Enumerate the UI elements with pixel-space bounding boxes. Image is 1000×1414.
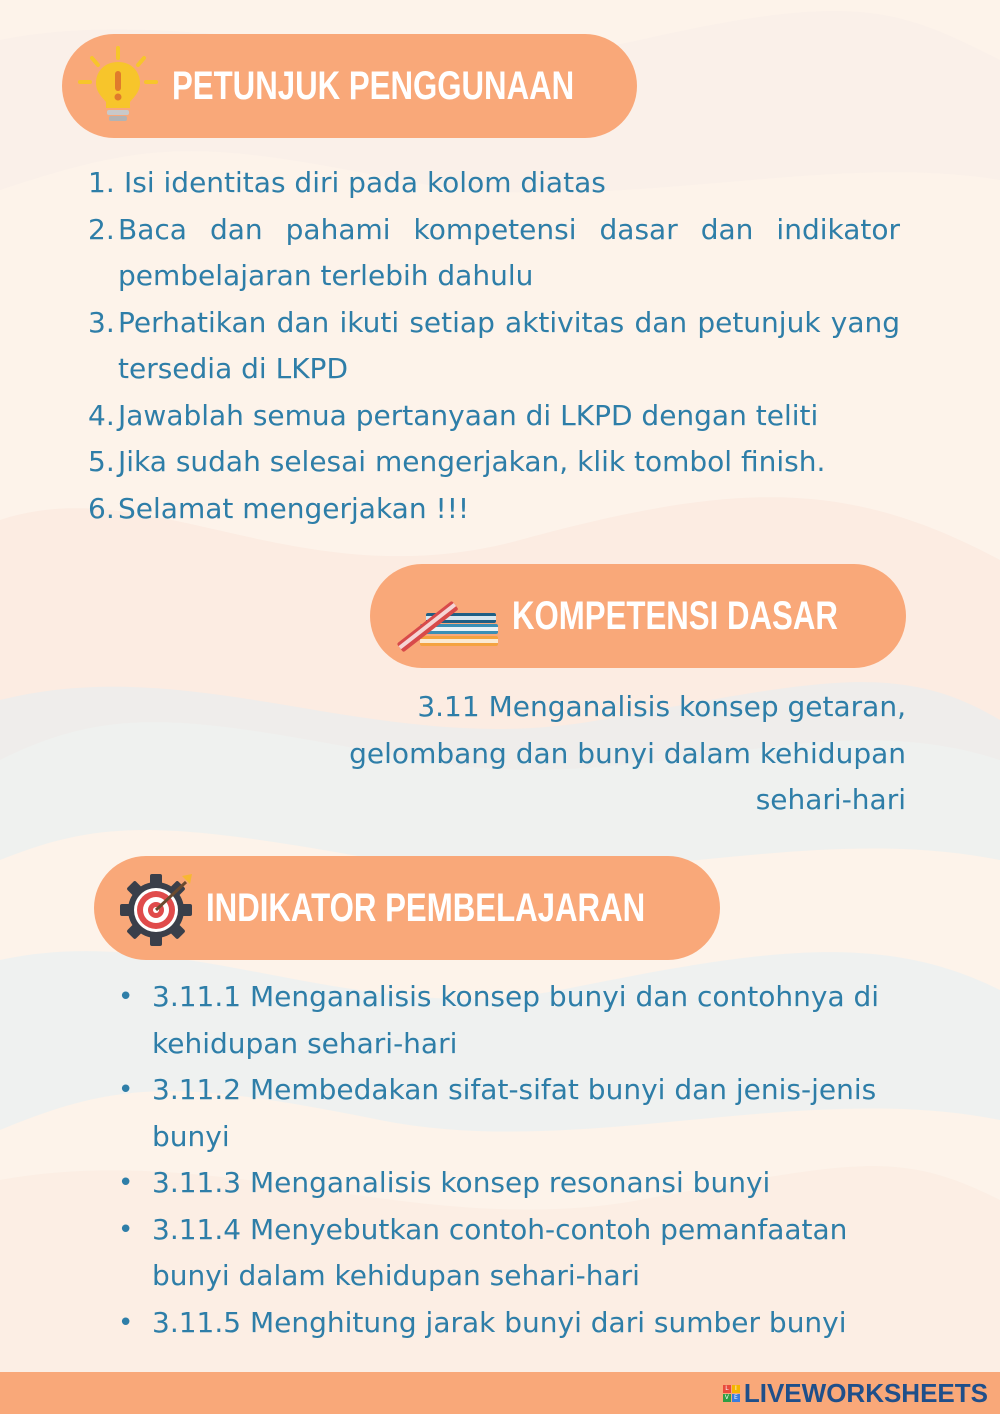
list-item: 4. Jawablah semua pertanyaan di LKPD dengan teliti xyxy=(88,398,819,432)
bullet-icon: • xyxy=(118,1075,134,1105)
list-item: • 3.11.1 Menganalisis konsep bunyi dan contohnya di kehidupan sehari-hari xyxy=(118,974,908,1067)
brand-name: LIVEWORKSHEETS xyxy=(743,1377,988,1408)
bullet-icon: • xyxy=(118,1168,134,1198)
list-item: • 3.11.4 Menyebutkan contoh-contoh pemanfaatan bunyi dalam kehidupan sehari-hari xyxy=(118,1207,908,1300)
indikator-header xyxy=(94,856,720,960)
books-icon xyxy=(394,580,498,652)
bullet-icon: • xyxy=(118,982,134,1012)
list-item: • 3.11.3 Menganalisis konsep resonansi bunyi xyxy=(118,1160,908,1207)
kompetensi-header xyxy=(370,564,906,668)
lightbulb-icon xyxy=(76,44,160,128)
list-item: • 3.11.5 Menghitung jarak bunyi dari sumber bunyi xyxy=(118,1300,908,1347)
petunjuk-list xyxy=(88,160,900,532)
target-gear-icon xyxy=(120,870,196,946)
indikator-list xyxy=(118,974,908,1346)
list-item: 1. Isi identitas diri pada kolom diatas xyxy=(88,166,606,199)
kompetensi-text: 3.11 Menganalisis konsep getaran, gelombang dan bunyi dalam kehidupan sehari-hari xyxy=(349,690,906,816)
liveworksheets-logo[interactable] xyxy=(723,1378,988,1409)
list-item: 5. Jika sudah selesai mengerjakan, klik tombol finish. xyxy=(88,445,826,478)
list-item: 3. Perhatikan dan ikuti setiap aktivitas dan petunjuk yang tersedia di LKPD xyxy=(88,305,900,385)
petunjuk-title: PETUNJUK PENGGUNAAN xyxy=(172,63,575,108)
list-item: • 3.11.2 Membedakan sifat-sifat bunyi dan jenis-jenis bunyi xyxy=(118,1067,908,1160)
petunjuk-header xyxy=(62,34,637,138)
kompetensi-title: KOMPETENSI DASAR xyxy=(512,593,838,638)
bullet-icon: • xyxy=(118,1307,134,1338)
bullet-icon: • xyxy=(118,1214,134,1245)
footer-bar xyxy=(0,1372,1000,1414)
liveworksheets-logo-icon: L I V E xyxy=(723,1385,740,1402)
list-item: 2. Baca dan pahami kompetensi dasar dan indikator pembelajaran terlebih dahulu xyxy=(88,212,900,292)
indikator-title: INDIKATOR PEMBELAJARAN xyxy=(206,885,646,930)
list-item: 6. Selamat mengerjakan !!! xyxy=(88,491,470,525)
